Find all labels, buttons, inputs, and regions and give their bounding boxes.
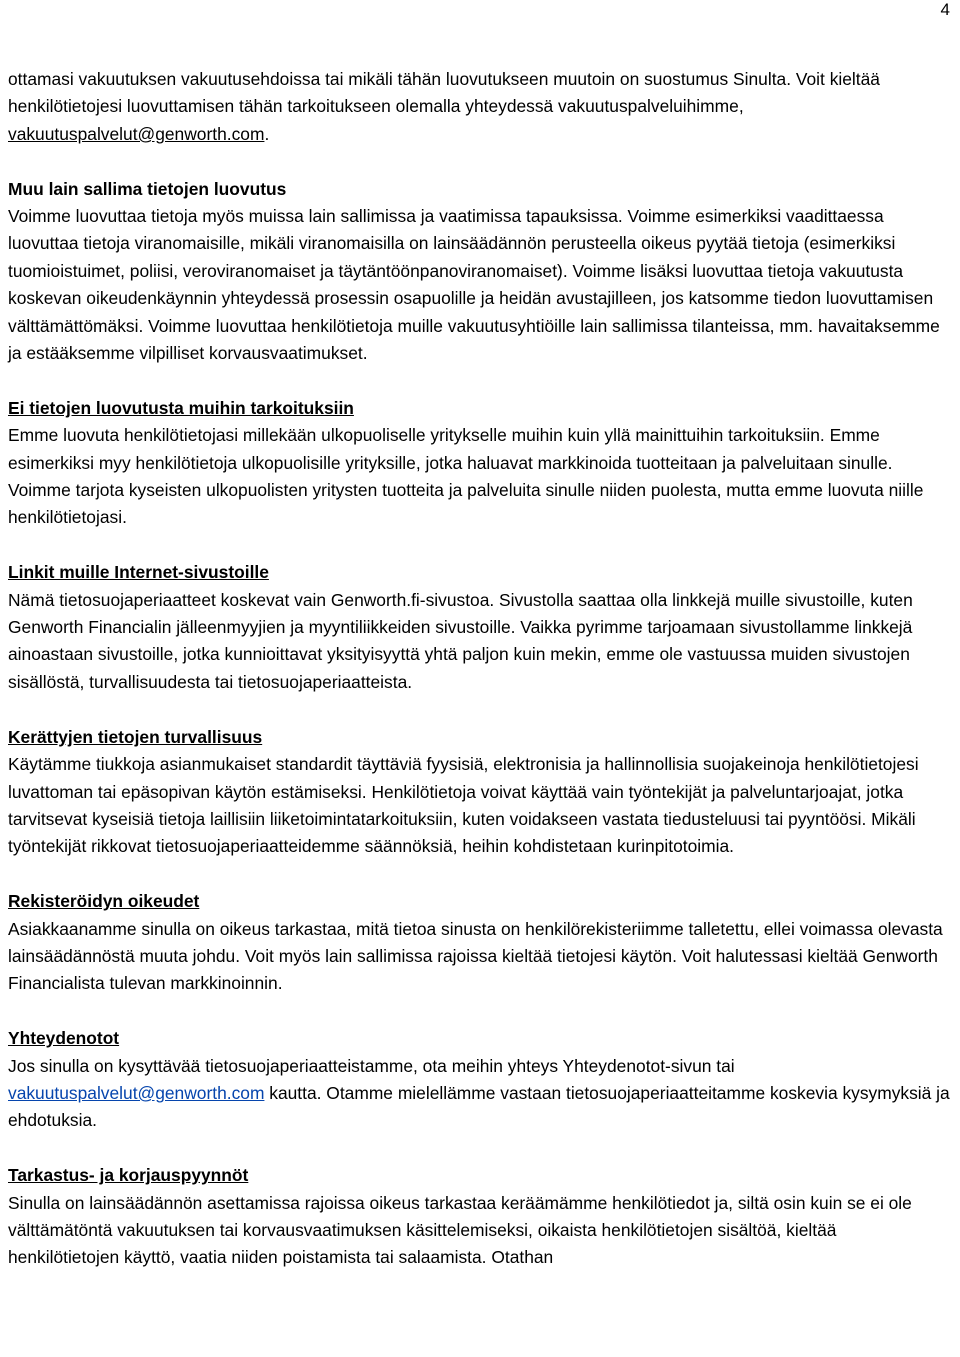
- section-title-tarkastus: Tarkastus- ja korjauspyynnöt: [8, 1165, 249, 1186]
- section-kerattyjen: [8, 724, 952, 861]
- section-body-yhteydenotot: [8, 1053, 952, 1135]
- page-number: 4: [940, 0, 950, 19]
- section-muu-lain: [8, 176, 952, 368]
- section-title-kerattyjen: Kerättyjen tietojen turvallisuus: [8, 726, 263, 747]
- intro-text-end: .: [264, 123, 270, 144]
- email-link-yhteydenotot[interactable]: vakuutuspalvelut@genworth.com: [8, 1082, 265, 1103]
- section-rekisteroidyn: [8, 888, 952, 998]
- intro-text: ottamasi vakuutuksen vakuutusehdoissa tai mikäli tähän luovutukseen muutoin on suostumus Sinulta. Voit kieltää henkilötietojesi luovuttamisen tähän tarkoitukseen olemalla yhteydessä vakuutuspalveluihimme,: [8, 69, 880, 117]
- section-yhteydenotot: [8, 1025, 952, 1135]
- document-body: [8, 66, 952, 1272]
- section-title-ei-tietojen: Ei tietojen luovutusta muihin tarkoituksiin: [8, 397, 354, 418]
- section-body-ei-tietojen: Emme luovuta henkilötietojasi millekään ulkopuoliselle yritykselle muihin kuin yllä mainittuihin tarkoituksiin. Emme esimerkiksi myy henkilötietoja ulkopuolisille yrityksille, jotka haluavat markkinoida tuotteitaan ja palveluitaan sinulle. Voimme tarjota kyseisten ulkopuolisten yritysten tuotteita ja palveluita sinulle niiden puolesta, mutta emme luovuta niille henkilötietojasi.: [8, 425, 924, 528]
- section-title-yhteydenotot: Yhteydenotot: [8, 1028, 120, 1049]
- email-link-intro[interactable]: vakuutuspalvelut@genworth.com: [8, 123, 265, 144]
- section-tarkastus: [8, 1162, 952, 1272]
- section-body-muu-lain: Voimme luovuttaa tietoja myös muissa lain sallimissa ja vaatimissa tapauksissa. Voimme esimerkiksi vaadittaessa luovuttaa tietoja viranomaisille, mikäli viranomaisilla on lainsäädännön perusteella oikeus pyytää tietoja (esimerkiksi tuomioistuimet, poliisi, veroviranomaiset ja täytäntöönpanoviranomaiset). Voimme lisäksi luovuttaa tietoja vakuutusta koskevan oikeudenkäynnin yhteydessä prosessin osapuolille ja heidän avustajilleen, jos katsomme tiedon luovuttamisen välttämättömäksi. Voimme luovuttaa henkilötietoja muille vakuutusyhtiöille lain sallimissa tilanteissa, mm. havaitaksemme ja estääksemme vilpilliset korvausvaatimukset.: [8, 206, 940, 364]
- section-linkit: [8, 559, 952, 696]
- intro-paragraph: [8, 66, 952, 148]
- section-ei-tietojen: [8, 395, 952, 532]
- yhteydenotot-text-end: kautta. Otamme mielellämme vastaan tietosuojaperiaatteitamme koskevia kysymyksiä ja ehdotuksia.: [8, 1082, 950, 1131]
- section-body-linkit: Nämä tietosuojaperiaatteet koskevat vain Genworth.fi-sivustoa. Sivustolla saattaa olla linkkejä muille sivustoille, kuten Genworth Financialin jälleenmyyjien ja myyntiliikkeiden sivustoille. Vaikka pyrimme tarjoamaan sivustollamme linkkejä ainoastaan sivustoille, jotka kunnioittavat yksityisyyttä yhtä paljon kuin mekin, emme ole vastuussa muiden sivustojen sisällöstä, turvallisuudesta tai tietosuojaperiaatteista.: [8, 589, 913, 692]
- section-title-rekisteroidyn: Rekisteröidyn oikeudet: [8, 891, 200, 912]
- yhteydenotot-text: Jos sinulla on kysyttävää tietosuojaperiaatteistamme, ota meihin yhteys Yhteydenotot-sivun tai: [8, 1055, 735, 1076]
- section-body-tarkastus: Sinulla on lainsäädännön asettamissa rajoissa oikeus tarkastaa keräämämme henkilötiedot ja, siltä osin kuin se ei ole välttämätöntä vakuutuksen tai korvausvaatimuksen käsittelemiseksi, oikaista henkilötietojen sisältöä, kieltää henkilötietojen käyttö, vaatia niiden poistamista tai salaamista. Otathan: [8, 1192, 912, 1268]
- section-title-linkit: Linkit muille Internet-sivustoille: [8, 562, 269, 583]
- section-body-rekisteroidyn: Asiakkaanamme sinulla on oikeus tarkastaa, mitä tietoa sinusta on henkilörekisteriimme talletettu, ellei voimassa olevasta lainsäädännöstä muuta johdu. Voit myös lain sallimissa rajoissa kieltää tietojesi käytön. Voit halutessasi kieltää Genworth Financialista tulevan markkinoinnin.: [8, 918, 943, 994]
- section-body-kerattyjen: Käytämme tiukkoja asianmukaiset standardit täyttäviä fyysisiä, elektronisia ja hallinnollisia suojakeinoja henkilötietojesi luvattoman tai epäsopivan käytön estämiseksi. Henkilötietoja voivat käyttää vain työntekijät ja palveluntarjoajat, jotka tarvitsevat kyseisiä tietoja laillisiin liiketoimintatarkoituksiin, kuten voidakseen vastata tiedusteluusi tai pyyntöösi. Mikäli työntekijät rikkovat tietosuojaperiaatteidemme säännöksiä, heihin kohdistetaan kurinpitotoimia.: [8, 754, 919, 857]
- section-title-muu-lain: Muu lain sallima tietojen luovutus: [8, 178, 287, 199]
